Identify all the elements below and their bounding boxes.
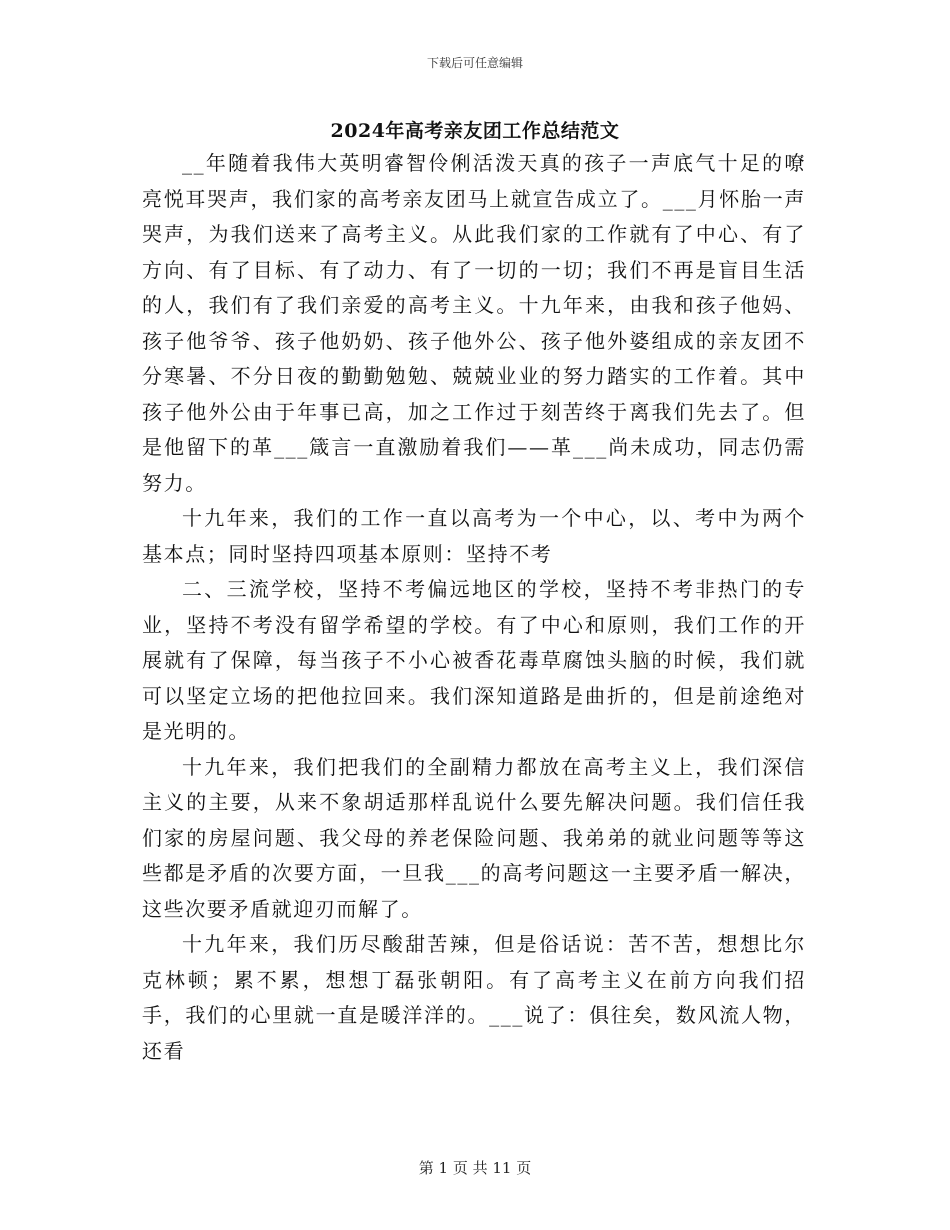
header-note: 下载后可任意编辑 [426,56,523,70]
document-title: 2024年高考亲友团工作总结范文 [330,120,620,142]
document-body [142,146,806,1069]
paragraph: 十九年来，我们把我们的全副精力都放在高考主义上，我们深信主义的主要，从来不象胡适那样乱说什么要先解决问题。我们信任我们家的房屋问题、我父母的养老保险问题、我弟弟的就业问题等等这些都是矛盾的次要方面，一旦我___的高考问题这一主要矛盾一解决，这些次要矛盾就迎刃而解了。 [142,754,806,921]
paragraph: __年随着我伟大英明睿智伶俐活泼天真的孩子一声底气十足的嘹亮悦耳哭声，我们家的高考亲友团马上就宣告成立了。___月怀胎一声哭声，为我们送来了高考主义。从此我们家的工作就有了中心、有了方向、有了目标、有了动力、有了一切的一切；我们不再是盲目生活的人，我们有了我们亲爱的高考主义。十九年来，由我和孩子他妈、孩子他爷爷、孩子他奶奶、孩子他外公、孩子他外婆组成的亲友团不分寒暑、不分日夜的勤勤勉勉、兢兢业业的努力踏实的工作着。其中孩子他外公由于年事已高，加之工作过于刻苦终于离我们先去了。但是他留下的革___箴言一直激励着我们——革___尚未成功，同志仍需努力。 [142,151,806,495]
paragraph: 十九年来，我们的工作一直以高考为一个中心，以、考中为两个基本点；同时坚持四项基本原则：坚持不考 [142,506,806,566]
page-number: 第 1 页 共 11 页 [418,1159,532,1177]
paragraph: 十九年来，我们历尽酸甜苦辣，但是俗话说：苦不苦，想想比尔克林顿；累不累，想想丁磊张朝阳。有了高考主义在前方向我们招手，我们的心里就一直是暖洋洋的。___说了：俱往矣，数风流人物，还看 [142,932,806,1063]
paragraph: 二、三流学校，坚持不考偏远地区的学校，坚持不考非热门的专业，坚持不考没有留学希望的学校。有了中心和原则，我们工作的开展就有了保障，每当孩子不小心被香花毒草腐蚀头脑的时候，我们就可以坚定立场的把他拉回来。我们深知道路是曲折的，但是前途绝对是光明的。 [142,577,806,743]
